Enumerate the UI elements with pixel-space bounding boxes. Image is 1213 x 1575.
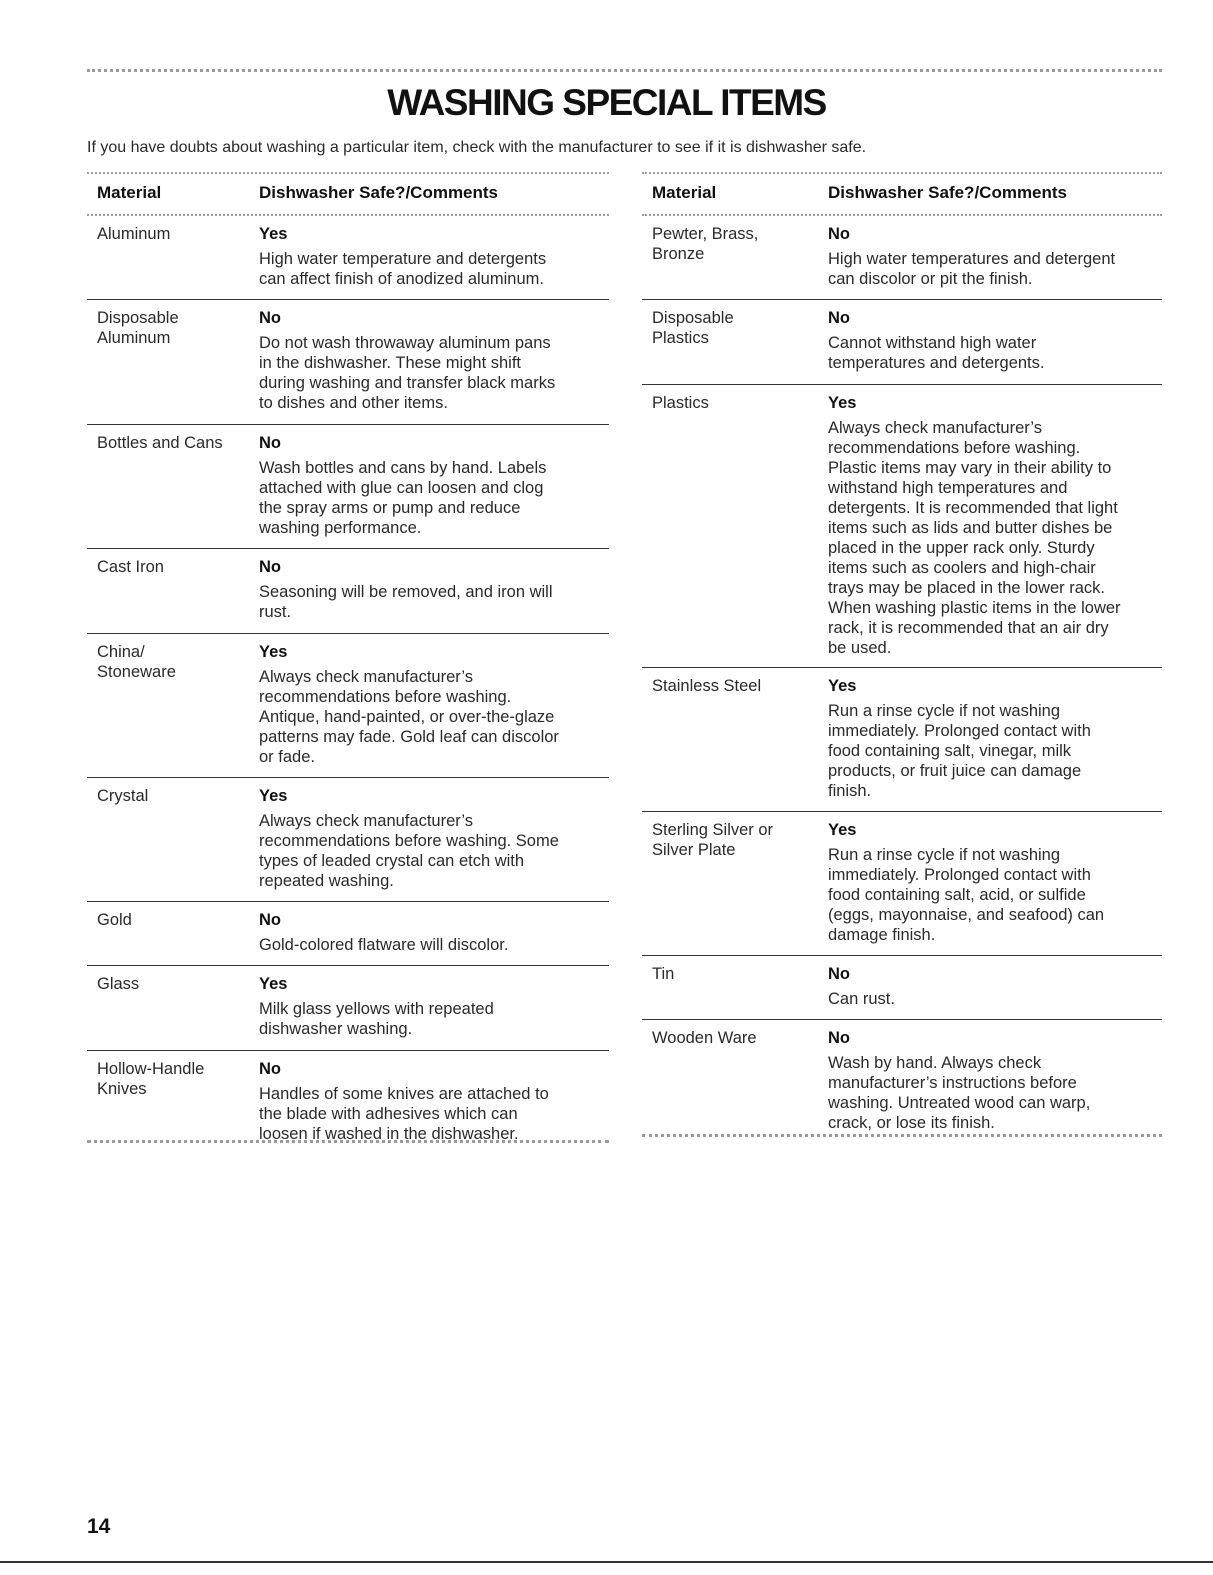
dishwasher-safe-verdict: Yes (259, 643, 288, 661)
comment-text: Cannot withstand high water temperatures and detergents. (828, 334, 1045, 372)
comment-text: Wash by hand. Always check manufacturer’s instructions before washing. Untreated wood can warp, crack, or lose its finish. (828, 1054, 1091, 1132)
dishwasher-safe-verdict: No (259, 911, 281, 929)
dishwasher-safe-verdict: No (259, 558, 281, 576)
material-name: Wooden Ware (652, 1029, 757, 1047)
dishwasher-safe-verdict: Yes (259, 787, 288, 805)
comment-text: Do not wash throwaway aluminum pans in the dishwasher. These might shift during washing and transfer black marks to dishes and other items. (259, 334, 556, 412)
left-bottom-dotted-rule (87, 1140, 609, 1143)
table-row (642, 216, 1162, 300)
comment-text: Seasoning will be removed, and iron will rust. (259, 583, 553, 621)
dishwasher-safe-verdict: Yes (259, 975, 288, 993)
material-name: Glass (97, 975, 140, 993)
table-row (87, 549, 609, 634)
table-row (642, 812, 1162, 956)
material-name: Gold (97, 911, 132, 929)
comment-text: High water temperatures and detergent can discolor or pit the finish. (828, 250, 1116, 288)
table-row (642, 385, 1162, 668)
material-name: Crystal (97, 787, 149, 805)
page-number: 14 (87, 1515, 111, 1538)
dishwasher-safe-verdict: Yes (828, 394, 857, 412)
comment-text: Always check manufacturer’s recommendations before washing. Antique, hand-painted, or over-the-glaze patterns may fade. Gold leaf can discolor or fade. (259, 668, 559, 766)
left-table-header (87, 172, 609, 216)
table-row (87, 902, 609, 966)
material-name: Aluminum (97, 225, 171, 243)
left-table-body (87, 216, 609, 1151)
table-row (87, 300, 609, 425)
table-row (87, 1051, 609, 1151)
intro-text: If you have doubts about washing a particular item, check with the manufacturer to see if it is dishwasher safe. (87, 139, 867, 156)
comment-text: Gold-colored flatware will discolor. (259, 936, 509, 954)
right-table-header (642, 172, 1162, 216)
comment-text: Wash bottles and cans by hand. Labels attached with glue can loosen and clog the spray arms or pump and reduce washing performance. (259, 459, 547, 537)
dishwasher-safe-verdict: Yes (259, 225, 288, 243)
top-dotted-rule (87, 69, 1162, 72)
material-name: Cast Iron (97, 558, 164, 576)
comment-text: High water temperature and detergents can affect finish of anodized aluminum. (259, 250, 547, 288)
table-row (87, 634, 609, 778)
dishwasher-safe-verdict: No (828, 225, 850, 243)
dishwasher-safe-verdict: Yes (828, 821, 857, 839)
material-name: Stainless Steel (652, 677, 762, 695)
right-table (642, 172, 1162, 1142)
dishwasher-safe-verdict: No (828, 965, 850, 983)
material-header: Material (652, 183, 717, 202)
footer-rule (0, 1561, 1213, 1563)
comment-text: Milk glass yellows with repeated dishwasher washing. (259, 1000, 494, 1038)
table-row (642, 1020, 1162, 1142)
table-row (87, 778, 609, 902)
dishwasher-safe-verdict: No (259, 309, 281, 327)
comment-text: Always check manufacturer’s recommendations before washing. Plastic items may vary in their ability to withstand high temperatures and detergents. It is recommended that light items such as lids and butter dishes be placed in the upper rack only. Sturdy items such as coolers and high-chair trays may be placed in the lower rack. When washing plastic items in the lower rack, it is recommended that an air dry be used. (828, 419, 1121, 657)
material-name: Tin (652, 965, 675, 983)
table-row (642, 300, 1162, 385)
comment-text: Run a rinse cycle if not washing immediately. Prolonged contact with food containing salt, vinegar, milk products, or fruit juice can damage finish. (828, 702, 1091, 800)
comments-header: Dishwasher Safe?/Comments (259, 183, 499, 202)
dishwasher-safe-verdict: Yes (828, 677, 857, 695)
table-row (642, 668, 1162, 812)
page-title: WASHING SPECIAL ITEMS (387, 82, 826, 123)
material-name: Plastics (652, 394, 709, 412)
comments-header: Dishwasher Safe?/Comments (828, 183, 1068, 202)
dishwasher-safe-verdict: No (259, 1060, 281, 1078)
comment-text: Can rust. (828, 990, 895, 1008)
table-row (642, 956, 1162, 1020)
right-table-body (642, 216, 1162, 1142)
left-table (87, 172, 609, 1151)
table-row (87, 425, 609, 549)
material-name: Hollow-Handle Knives (97, 1060, 205, 1098)
material-name: Sterling Silver or Silver Plate (652, 821, 774, 859)
dishwasher-safe-verdict: No (259, 434, 281, 452)
comment-text: Handles of some knives are attached to the blade with adhesives which can loosen if washed in the dishwasher. (259, 1085, 549, 1143)
comment-text: Run a rinse cycle if not washing immediately. Prolonged contact with food containing salt, acid, or sulfide (eggs, mayonnaise, and seafood) can damage finish. (828, 846, 1105, 944)
right-bottom-dotted-rule (642, 1134, 1162, 1137)
material-name: Pewter, Brass, Bronze (652, 225, 759, 263)
comment-text: Always check manufacturer’s recommendations before washing. Some types of leaded crystal can etch with repeated washing. (259, 812, 559, 890)
material-name: Bottles and Cans (97, 434, 223, 452)
table-row (87, 966, 609, 1051)
table-row (87, 216, 609, 300)
material-name: Disposable Aluminum (97, 309, 179, 347)
material-header: Material (97, 183, 162, 202)
material-name: Disposable Plastics (652, 309, 734, 347)
material-name: China/ Stoneware (97, 643, 176, 681)
dishwasher-safe-verdict: No (828, 309, 850, 327)
dishwasher-safe-verdict: No (828, 1029, 850, 1047)
